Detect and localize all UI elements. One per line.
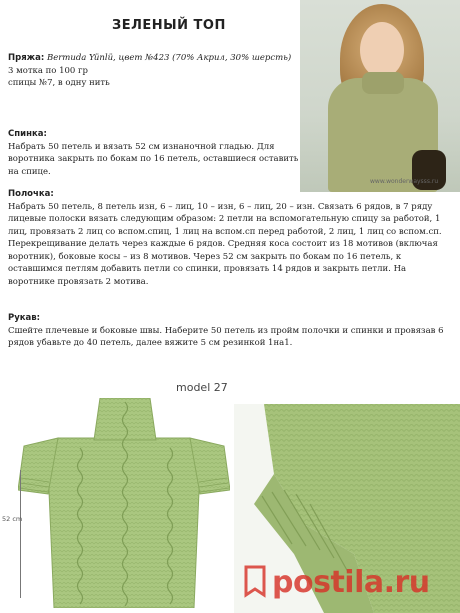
model-top-collar xyxy=(362,72,404,94)
model-face xyxy=(360,22,404,78)
postila-logo-icon xyxy=(240,565,270,599)
yarn-amount: 3 мотка по 100 гр xyxy=(8,65,88,76)
postila-logo-text: postila.ru xyxy=(272,564,430,600)
garment-collar xyxy=(94,398,156,440)
measure-label: 52 cm xyxy=(2,515,23,523)
sleeve-text: Сшейте плечевые и боковые швы. Наберите 50 петель из пройм полочки и спинки и провязав 6 рядов убавьте до 40 петель, далее вяжите 5 см резинкой 1на1. xyxy=(8,325,444,348)
back-text: Набрать 50 петель и вязать 52 см изнаночной гладью. Для воротника закрыть по бокам по 16 петель, оставшиеся оставить на спице. xyxy=(8,141,299,177)
garment-flat-photo xyxy=(18,398,230,608)
model-label: model 27 xyxy=(176,381,228,394)
sleeve-section xyxy=(8,312,446,350)
model-photo xyxy=(300,0,460,192)
back-heading: Спинка: xyxy=(8,129,47,139)
front-heading: Полочка: xyxy=(8,189,54,199)
yarn-section xyxy=(8,52,298,90)
yarn-brand: Bermuda Yünlü, цвет №423 (70% Акрил, 30% шерсть) xyxy=(46,53,292,63)
sleeve-heading: Рукав: xyxy=(8,313,41,323)
front-text: Набрать 50 петель, 8 петель изн, 6 – лиц, 10 – изн, 6 – лиц, 20 – изн. Связать 6 рядов, в 7 ряду лицевые полоски вязать следующим образом: 2 петли на вспомогательную спицу за работой, 1 лиц, провязать 2 лиц со вспом.спиц, 1 лиц на вспом.сп перед работой, 2 лиц, 1 лиц со вспом.сп. Перекрещивание делать через каждые 6 рядов. Средняя коса состоит из 18 мотивов (включая воротник), боковые косы – из 8 мотивов. Через 52 см закрыть по бокам по 16 петель, к оставшимся петлям добавить петли со спинки, провязать 14 рядов и закрыть петли. На воротнике провязать 2 мотива. xyxy=(8,201,442,287)
measure-line xyxy=(20,470,21,598)
page-title: ЗЕЛЕНЫЙ ТОП xyxy=(112,18,226,33)
postila-logo xyxy=(240,560,452,604)
photo-watermark: www.wonderwaysss.ru xyxy=(370,178,439,185)
yarn-heading: Пряжа: xyxy=(8,53,45,63)
front-section xyxy=(8,188,446,288)
back-section xyxy=(8,128,308,178)
yarn-needles: спицы №7, в одну нить xyxy=(8,78,110,88)
